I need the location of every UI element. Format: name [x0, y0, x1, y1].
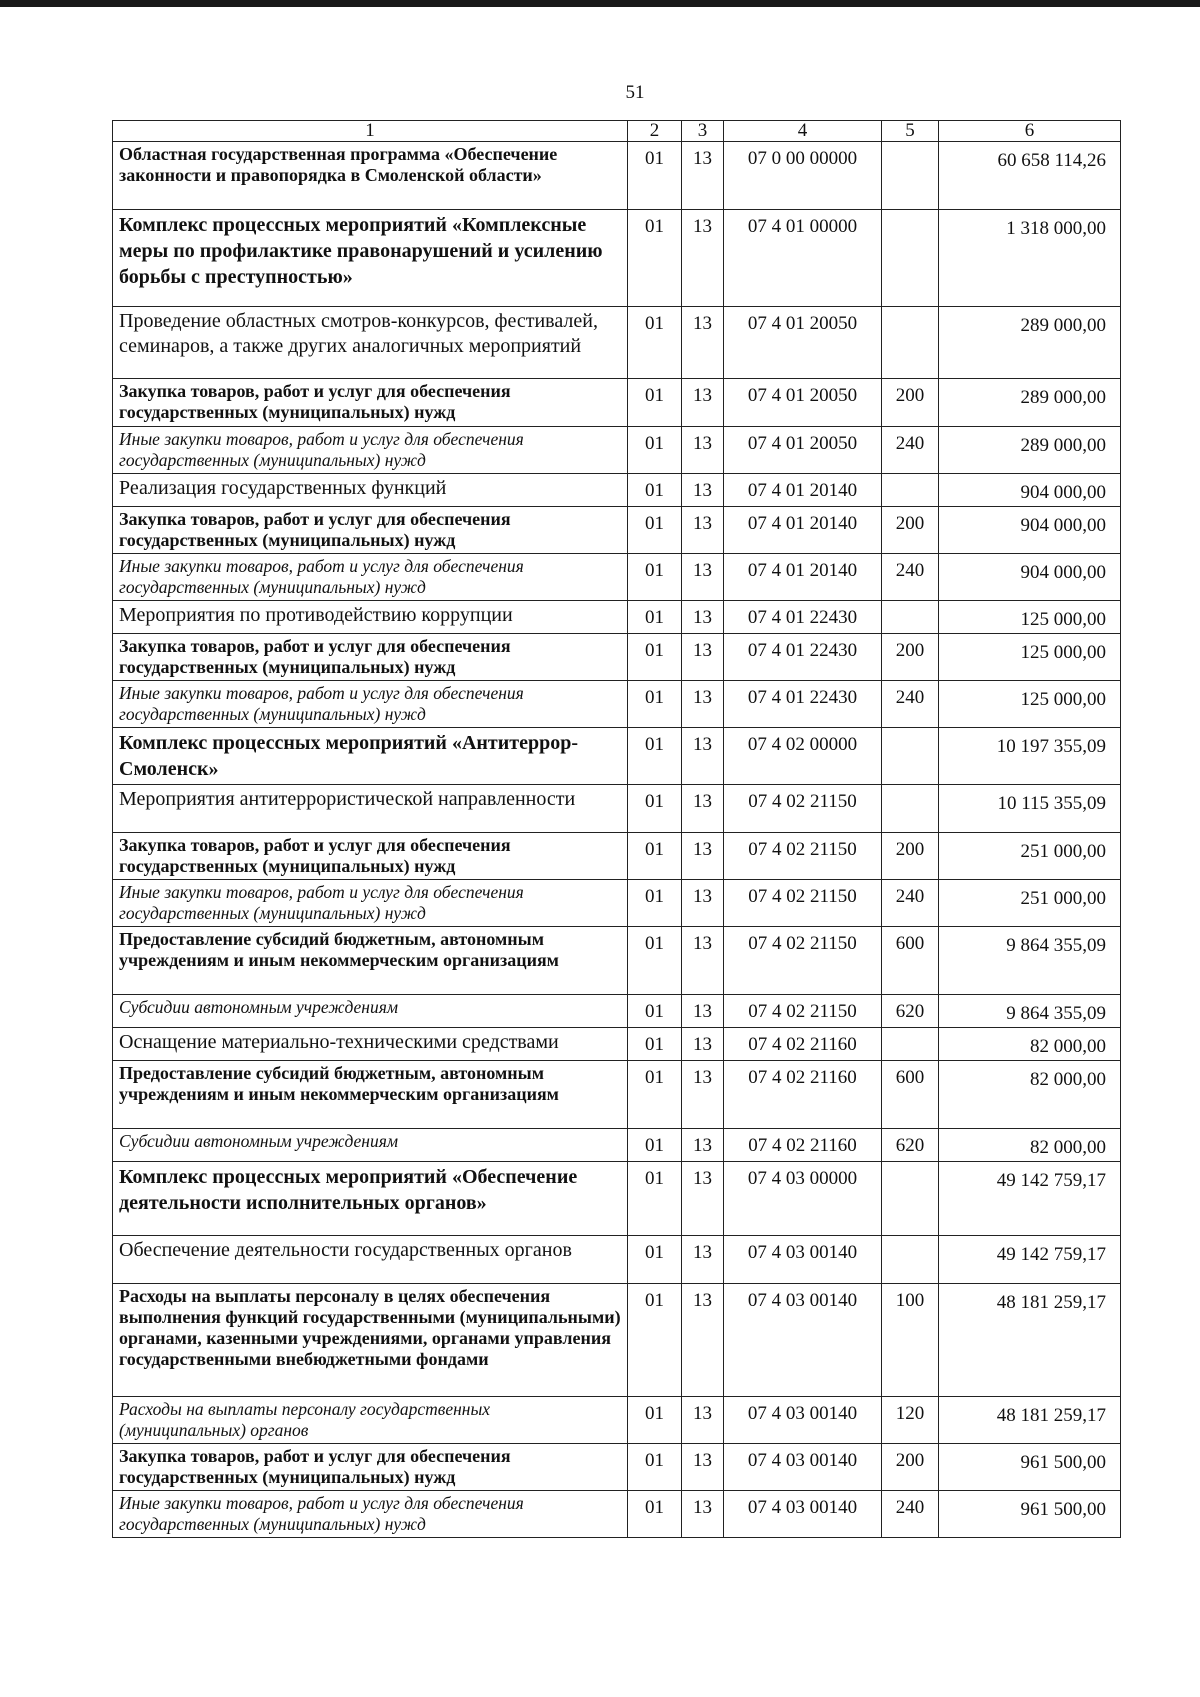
page-number: 51	[625, 82, 645, 103]
row-name-cell: Предоставление субсидий бюджетным, автономным учреждениям и иным некоммерческим организациям	[113, 927, 628, 995]
header-cell-3: 3	[682, 121, 724, 142]
table-row	[113, 634, 1121, 681]
row-name-cell: Иные закупки товаров, работ и услуг для обеспечения государственных (муниципальных) нужд	[113, 880, 628, 927]
row-subsection-cell: 13	[682, 634, 724, 681]
row-target-code-cell: 07 4 02 21150	[724, 880, 882, 927]
row-amount-cell: 48 181 259,17	[939, 1397, 1121, 1444]
row-expense-type-cell	[882, 785, 939, 833]
row-section-cell: 01	[628, 554, 682, 601]
row-amount-cell: 961 500,00	[939, 1491, 1121, 1538]
row-amount-cell: 82 000,00	[939, 1129, 1121, 1162]
table-row	[113, 1236, 1121, 1284]
row-subsection-cell: 13	[682, 142, 724, 210]
row-amount-cell: 9 864 355,09	[939, 995, 1121, 1028]
table-row	[113, 728, 1121, 785]
row-subsection-cell: 13	[682, 1491, 724, 1538]
row-target-code-cell: 07 4 01 20140	[724, 507, 882, 554]
row-name-cell: Оснащение материально-техническими средствами	[113, 1028, 628, 1061]
row-target-code-cell: 07 4 03 00140	[724, 1444, 882, 1491]
row-expense-type-cell: 240	[882, 554, 939, 601]
row-target-code-cell: 07 4 03 00140	[724, 1491, 882, 1538]
row-expense-type-cell: 120	[882, 1397, 939, 1444]
row-name-cell: Расходы на выплаты персоналу в целях обеспечения выполнения функций государственными (муниципальными) органами, казенными учреждениями, органами управления государственными внебюджетными фондами	[113, 1284, 628, 1397]
row-name-cell: Закупка товаров, работ и услуг для обеспечения государственных (муниципальных) нужд	[113, 379, 628, 427]
row-expense-type-cell	[882, 474, 939, 507]
row-name-cell: Расходы на выплаты персоналу государственных (муниципальных) органов	[113, 1397, 628, 1444]
row-amount-cell: 251 000,00	[939, 833, 1121, 880]
row-subsection-cell: 13	[682, 307, 724, 379]
row-target-code-cell: 07 4 01 20050	[724, 307, 882, 379]
row-expense-type-cell	[882, 728, 939, 785]
row-name-cell: Закупка товаров, работ и услуг для обеспечения государственных (муниципальных) нужд	[113, 634, 628, 681]
row-target-code-cell: 07 4 01 20140	[724, 474, 882, 507]
table-row	[113, 1028, 1121, 1061]
row-subsection-cell: 13	[682, 681, 724, 728]
row-name-cell: Закупка товаров, работ и услуг для обеспечения государственных (муниципальных) нужд	[113, 507, 628, 554]
row-expense-type-cell: 200	[882, 833, 939, 880]
row-amount-cell: 125 000,00	[939, 601, 1121, 634]
table-row	[113, 554, 1121, 601]
row-amount-cell: 125 000,00	[939, 634, 1121, 681]
row-target-code-cell: 07 4 03 00140	[724, 1236, 882, 1284]
row-name-cell: Закупка товаров, работ и услуг для обеспечения государственных (муниципальных) нужд	[113, 1444, 628, 1491]
row-name-cell: Иные закупки товаров, работ и услуг для обеспечения государственных (муниципальных) нужд	[113, 554, 628, 601]
table-row	[113, 1444, 1121, 1491]
row-subsection-cell: 13	[682, 507, 724, 554]
table-row	[113, 427, 1121, 474]
row-target-code-cell: 07 4 02 21160	[724, 1061, 882, 1129]
row-expense-type-cell: 200	[882, 507, 939, 554]
row-target-code-cell: 07 4 01 20050	[724, 427, 882, 474]
row-section-cell: 01	[628, 210, 682, 307]
table-row	[113, 927, 1121, 995]
row-target-code-cell: 07 4 01 20140	[724, 554, 882, 601]
row-expense-type-cell: 240	[882, 880, 939, 927]
row-expense-type-cell	[882, 1236, 939, 1284]
row-subsection-cell: 13	[682, 427, 724, 474]
row-amount-cell: 48 181 259,17	[939, 1284, 1121, 1397]
row-name-cell: Предоставление субсидий бюджетным, автономным учреждениям и иным некоммерческим организациям	[113, 1061, 628, 1129]
header-cell-2: 2	[628, 121, 682, 142]
row-amount-cell: 289 000,00	[939, 427, 1121, 474]
row-subsection-cell: 13	[682, 554, 724, 601]
row-target-code-cell: 07 4 02 21150	[724, 995, 882, 1028]
row-amount-cell: 82 000,00	[939, 1028, 1121, 1061]
row-amount-cell: 82 000,00	[939, 1061, 1121, 1129]
table-row	[113, 1061, 1121, 1129]
table-row	[113, 474, 1121, 507]
table-row	[113, 307, 1121, 379]
row-amount-cell: 289 000,00	[939, 379, 1121, 427]
row-name-cell: Мероприятия по противодействию коррупции	[113, 601, 628, 634]
row-section-cell: 01	[628, 728, 682, 785]
row-target-code-cell: 07 4 01 22430	[724, 681, 882, 728]
row-name-cell: Субсидии автономным учреждениям	[113, 1129, 628, 1162]
row-section-cell: 01	[628, 1061, 682, 1129]
row-section-cell: 01	[628, 379, 682, 427]
row-expense-type-cell: 240	[882, 1491, 939, 1538]
row-name-cell: Комплекс процессных мероприятий «Комплексные меры по профилактике правонарушений и усилению борьбы с преступностью»	[113, 210, 628, 307]
row-target-code-cell: 07 4 02 00000	[724, 728, 882, 785]
row-subsection-cell: 13	[682, 1129, 724, 1162]
row-section-cell: 01	[628, 634, 682, 681]
row-target-code-cell: 07 4 02 21150	[724, 927, 882, 995]
row-amount-cell: 1 318 000,00	[939, 210, 1121, 307]
row-name-cell: Субсидии автономным учреждениям	[113, 995, 628, 1028]
row-subsection-cell: 13	[682, 1028, 724, 1061]
row-subsection-cell: 13	[682, 1444, 724, 1491]
row-amount-cell: 49 142 759,17	[939, 1162, 1121, 1236]
row-subsection-cell: 13	[682, 210, 724, 307]
table-row	[113, 833, 1121, 880]
row-section-cell: 01	[628, 474, 682, 507]
table-row	[113, 1162, 1121, 1236]
row-subsection-cell: 13	[682, 1397, 724, 1444]
row-subsection-cell: 13	[682, 785, 724, 833]
table-body	[113, 121, 1121, 1538]
budget-table	[112, 120, 1121, 1538]
row-subsection-cell: 13	[682, 1236, 724, 1284]
row-name-cell: Областная государственная программа «Обеспечение законности и правопорядка в Смоленской области»	[113, 142, 628, 210]
row-subsection-cell: 13	[682, 1284, 724, 1397]
row-section-cell: 01	[628, 927, 682, 995]
row-section-cell: 01	[628, 1162, 682, 1236]
row-section-cell: 01	[628, 142, 682, 210]
row-section-cell: 01	[628, 1028, 682, 1061]
row-subsection-cell: 13	[682, 927, 724, 995]
row-section-cell: 01	[628, 1129, 682, 1162]
row-target-code-cell: 07 4 03 00140	[724, 1284, 882, 1397]
row-subsection-cell: 13	[682, 1061, 724, 1129]
row-name-cell: Комплекс процессных мероприятий «Антитеррор-Смоленск»	[113, 728, 628, 785]
row-section-cell: 01	[628, 681, 682, 728]
row-expense-type-cell	[882, 142, 939, 210]
table-row	[113, 601, 1121, 634]
row-expense-type-cell: 100	[882, 1284, 939, 1397]
row-section-cell: 01	[628, 307, 682, 379]
row-section-cell: 01	[628, 507, 682, 554]
row-section-cell: 01	[628, 880, 682, 927]
row-section-cell: 01	[628, 427, 682, 474]
table-row	[113, 379, 1121, 427]
row-amount-cell: 289 000,00	[939, 307, 1121, 379]
row-target-code-cell: 07 4 03 00140	[724, 1397, 882, 1444]
row-amount-cell: 60 658 114,26	[939, 142, 1121, 210]
row-expense-type-cell: 600	[882, 1061, 939, 1129]
row-name-cell: Комплекс процессных мероприятий «Обеспечение деятельности исполнительных органов»	[113, 1162, 628, 1236]
row-name-cell: Иные закупки товаров, работ и услуг для обеспечения государственных (муниципальных) нужд	[113, 1491, 628, 1538]
header-cell-1: 1	[113, 121, 628, 142]
row-section-cell: 01	[628, 785, 682, 833]
row-subsection-cell: 13	[682, 1162, 724, 1236]
row-expense-type-cell	[882, 307, 939, 379]
row-target-code-cell: 07 0 00 00000	[724, 142, 882, 210]
row-name-cell: Реализация государственных функций	[113, 474, 628, 507]
row-section-cell: 01	[628, 833, 682, 880]
row-amount-cell: 904 000,00	[939, 554, 1121, 601]
row-subsection-cell: 13	[682, 995, 724, 1028]
table-row	[113, 507, 1121, 554]
row-amount-cell: 904 000,00	[939, 474, 1121, 507]
row-section-cell: 01	[628, 601, 682, 634]
header-cell-4: 4	[724, 121, 882, 142]
table-header-row	[113, 121, 1121, 142]
row-amount-cell: 251 000,00	[939, 880, 1121, 927]
row-subsection-cell: 13	[682, 601, 724, 634]
table-row	[113, 1397, 1121, 1444]
table-row	[113, 1491, 1121, 1538]
row-expense-type-cell: 620	[882, 995, 939, 1028]
row-name-cell: Закупка товаров, работ и услуг для обеспечения государственных (муниципальных) нужд	[113, 833, 628, 880]
header-cell-5: 5	[882, 121, 939, 142]
row-subsection-cell: 13	[682, 833, 724, 880]
row-subsection-cell: 13	[682, 379, 724, 427]
row-name-cell: Мероприятия антитеррористической направленности	[113, 785, 628, 833]
row-expense-type-cell	[882, 1162, 939, 1236]
row-section-cell: 01	[628, 1236, 682, 1284]
row-amount-cell: 10 197 355,09	[939, 728, 1121, 785]
scan-top-edge	[0, 0, 1200, 7]
row-name-cell: Проведение областных смотров-конкурсов, фестивалей, семинаров, а также других аналогичных мероприятий	[113, 307, 628, 379]
row-subsection-cell: 13	[682, 880, 724, 927]
row-expense-type-cell	[882, 210, 939, 307]
row-expense-type-cell: 620	[882, 1129, 939, 1162]
header-cell-6: 6	[939, 121, 1121, 142]
row-section-cell: 01	[628, 1284, 682, 1397]
row-name-cell: Обеспечение деятельности государственных органов	[113, 1236, 628, 1284]
row-expense-type-cell	[882, 1028, 939, 1061]
row-subsection-cell: 13	[682, 728, 724, 785]
row-expense-type-cell: 200	[882, 634, 939, 681]
row-section-cell: 01	[628, 1397, 682, 1444]
row-amount-cell: 904 000,00	[939, 507, 1121, 554]
row-expense-type-cell: 200	[882, 379, 939, 427]
row-target-code-cell: 07 4 02 21150	[724, 785, 882, 833]
row-amount-cell: 9 864 355,09	[939, 927, 1121, 995]
row-section-cell: 01	[628, 995, 682, 1028]
row-name-cell: Иные закупки товаров, работ и услуг для обеспечения государственных (муниципальных) нужд	[113, 427, 628, 474]
table-row	[113, 880, 1121, 927]
row-target-code-cell: 07 4 01 22430	[724, 601, 882, 634]
row-name-cell: Иные закупки товаров, работ и услуг для обеспечения государственных (муниципальных) нужд	[113, 681, 628, 728]
row-section-cell: 01	[628, 1444, 682, 1491]
row-target-code-cell: 07 4 02 21160	[724, 1028, 882, 1061]
row-amount-cell: 10 115 355,09	[939, 785, 1121, 833]
row-target-code-cell: 07 4 02 21150	[724, 833, 882, 880]
row-subsection-cell: 13	[682, 474, 724, 507]
row-amount-cell: 49 142 759,17	[939, 1236, 1121, 1284]
row-amount-cell: 961 500,00	[939, 1444, 1121, 1491]
table-row	[113, 142, 1121, 210]
row-target-code-cell: 07 4 01 22430	[724, 634, 882, 681]
table-row	[113, 785, 1121, 833]
table-row	[113, 681, 1121, 728]
table-row	[113, 1129, 1121, 1162]
row-expense-type-cell: 240	[882, 681, 939, 728]
row-section-cell: 01	[628, 1491, 682, 1538]
row-target-code-cell: 07 4 01 20050	[724, 379, 882, 427]
table-row	[113, 995, 1121, 1028]
row-expense-type-cell: 600	[882, 927, 939, 995]
table-row	[113, 1284, 1121, 1397]
row-amount-cell: 125 000,00	[939, 681, 1121, 728]
row-expense-type-cell: 240	[882, 427, 939, 474]
row-target-code-cell: 07 4 03 00000	[724, 1162, 882, 1236]
table-row	[113, 210, 1121, 307]
row-expense-type-cell	[882, 601, 939, 634]
row-target-code-cell: 07 4 02 21160	[724, 1129, 882, 1162]
row-target-code-cell: 07 4 01 00000	[724, 210, 882, 307]
row-expense-type-cell: 200	[882, 1444, 939, 1491]
